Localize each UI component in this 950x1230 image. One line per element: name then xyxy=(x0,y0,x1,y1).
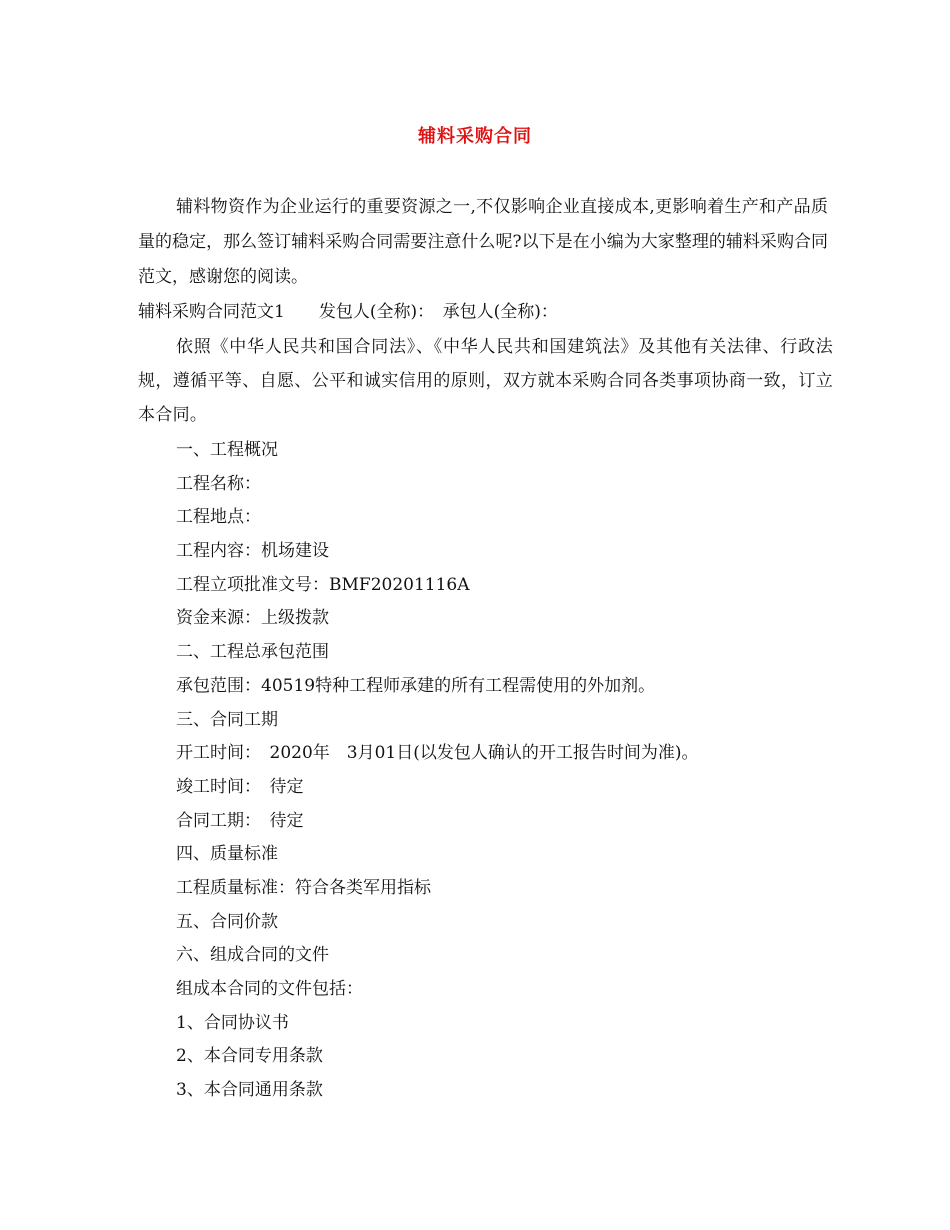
clause-item: 组成本合同的文件包括： xyxy=(176,979,363,999)
clause-item: 2、本合同专用条款 xyxy=(176,1046,323,1067)
clause-item: 竣工时间： 待定 xyxy=(176,776,304,797)
document-title: 辅料采购合同 xyxy=(418,126,532,147)
clause-list xyxy=(176,438,826,1112)
clause-item: 二、工程总承包范围 xyxy=(176,642,329,663)
clause-item: 开工时间： 2020年 3月01日(以发包人确认的开工报告时间为准)。 xyxy=(176,743,699,764)
clause-item: 三、合同工期 xyxy=(176,709,278,730)
clause-item: 工程内容：机场建设 xyxy=(176,541,329,562)
basis-paragraph: 依照《中华人民共和国合同法》、《中华人民共和国建筑法》及其他有关法律、行政法规，遵循平等、自愿、公平和诚实信用的原则，双方就本采购合同各类事项协商一致，订立本合同。 xyxy=(138,337,833,425)
clause-item: 工程质量标准：符合各类军用指标 xyxy=(176,877,431,898)
clause-item: 资金来源：上级拨款 xyxy=(176,608,329,629)
clause-item: 合同工期： 待定 xyxy=(176,810,304,831)
clause-item: 工程地点： xyxy=(176,507,261,528)
clause-item: 六、组成合同的文件 xyxy=(176,945,329,966)
clause-item: 1、合同协议书 xyxy=(176,1012,289,1033)
clause-item: 四、质量标准 xyxy=(176,844,278,865)
clause-item: 3、本合同通用条款 xyxy=(176,1080,323,1101)
intro-paragraph: 辅料物资作为企业运行的重要资源之一,不仅影响企业直接成本,更影响着生产和产品质量的稳定，那么签订辅料采购合同需要注意什么呢?以下是在小编为大家整理的辅料采购合同范文，感谢您的阅读。 xyxy=(138,197,828,287)
clause-item: 五、合同价款 xyxy=(176,911,278,932)
clause-item: 一、工程概况 xyxy=(176,440,278,460)
clause-item: 承包范围：40519特种工程师承建的所有工程需使用的外加剂。 xyxy=(176,675,656,696)
clause-item: 工程名称： xyxy=(176,473,261,494)
sample-heading: 辅料采购合同范文1 发包人(全称)： 承包人(全称)： xyxy=(138,302,558,322)
clause-item: 工程立项批准文号：BMF20201116A xyxy=(176,574,470,595)
